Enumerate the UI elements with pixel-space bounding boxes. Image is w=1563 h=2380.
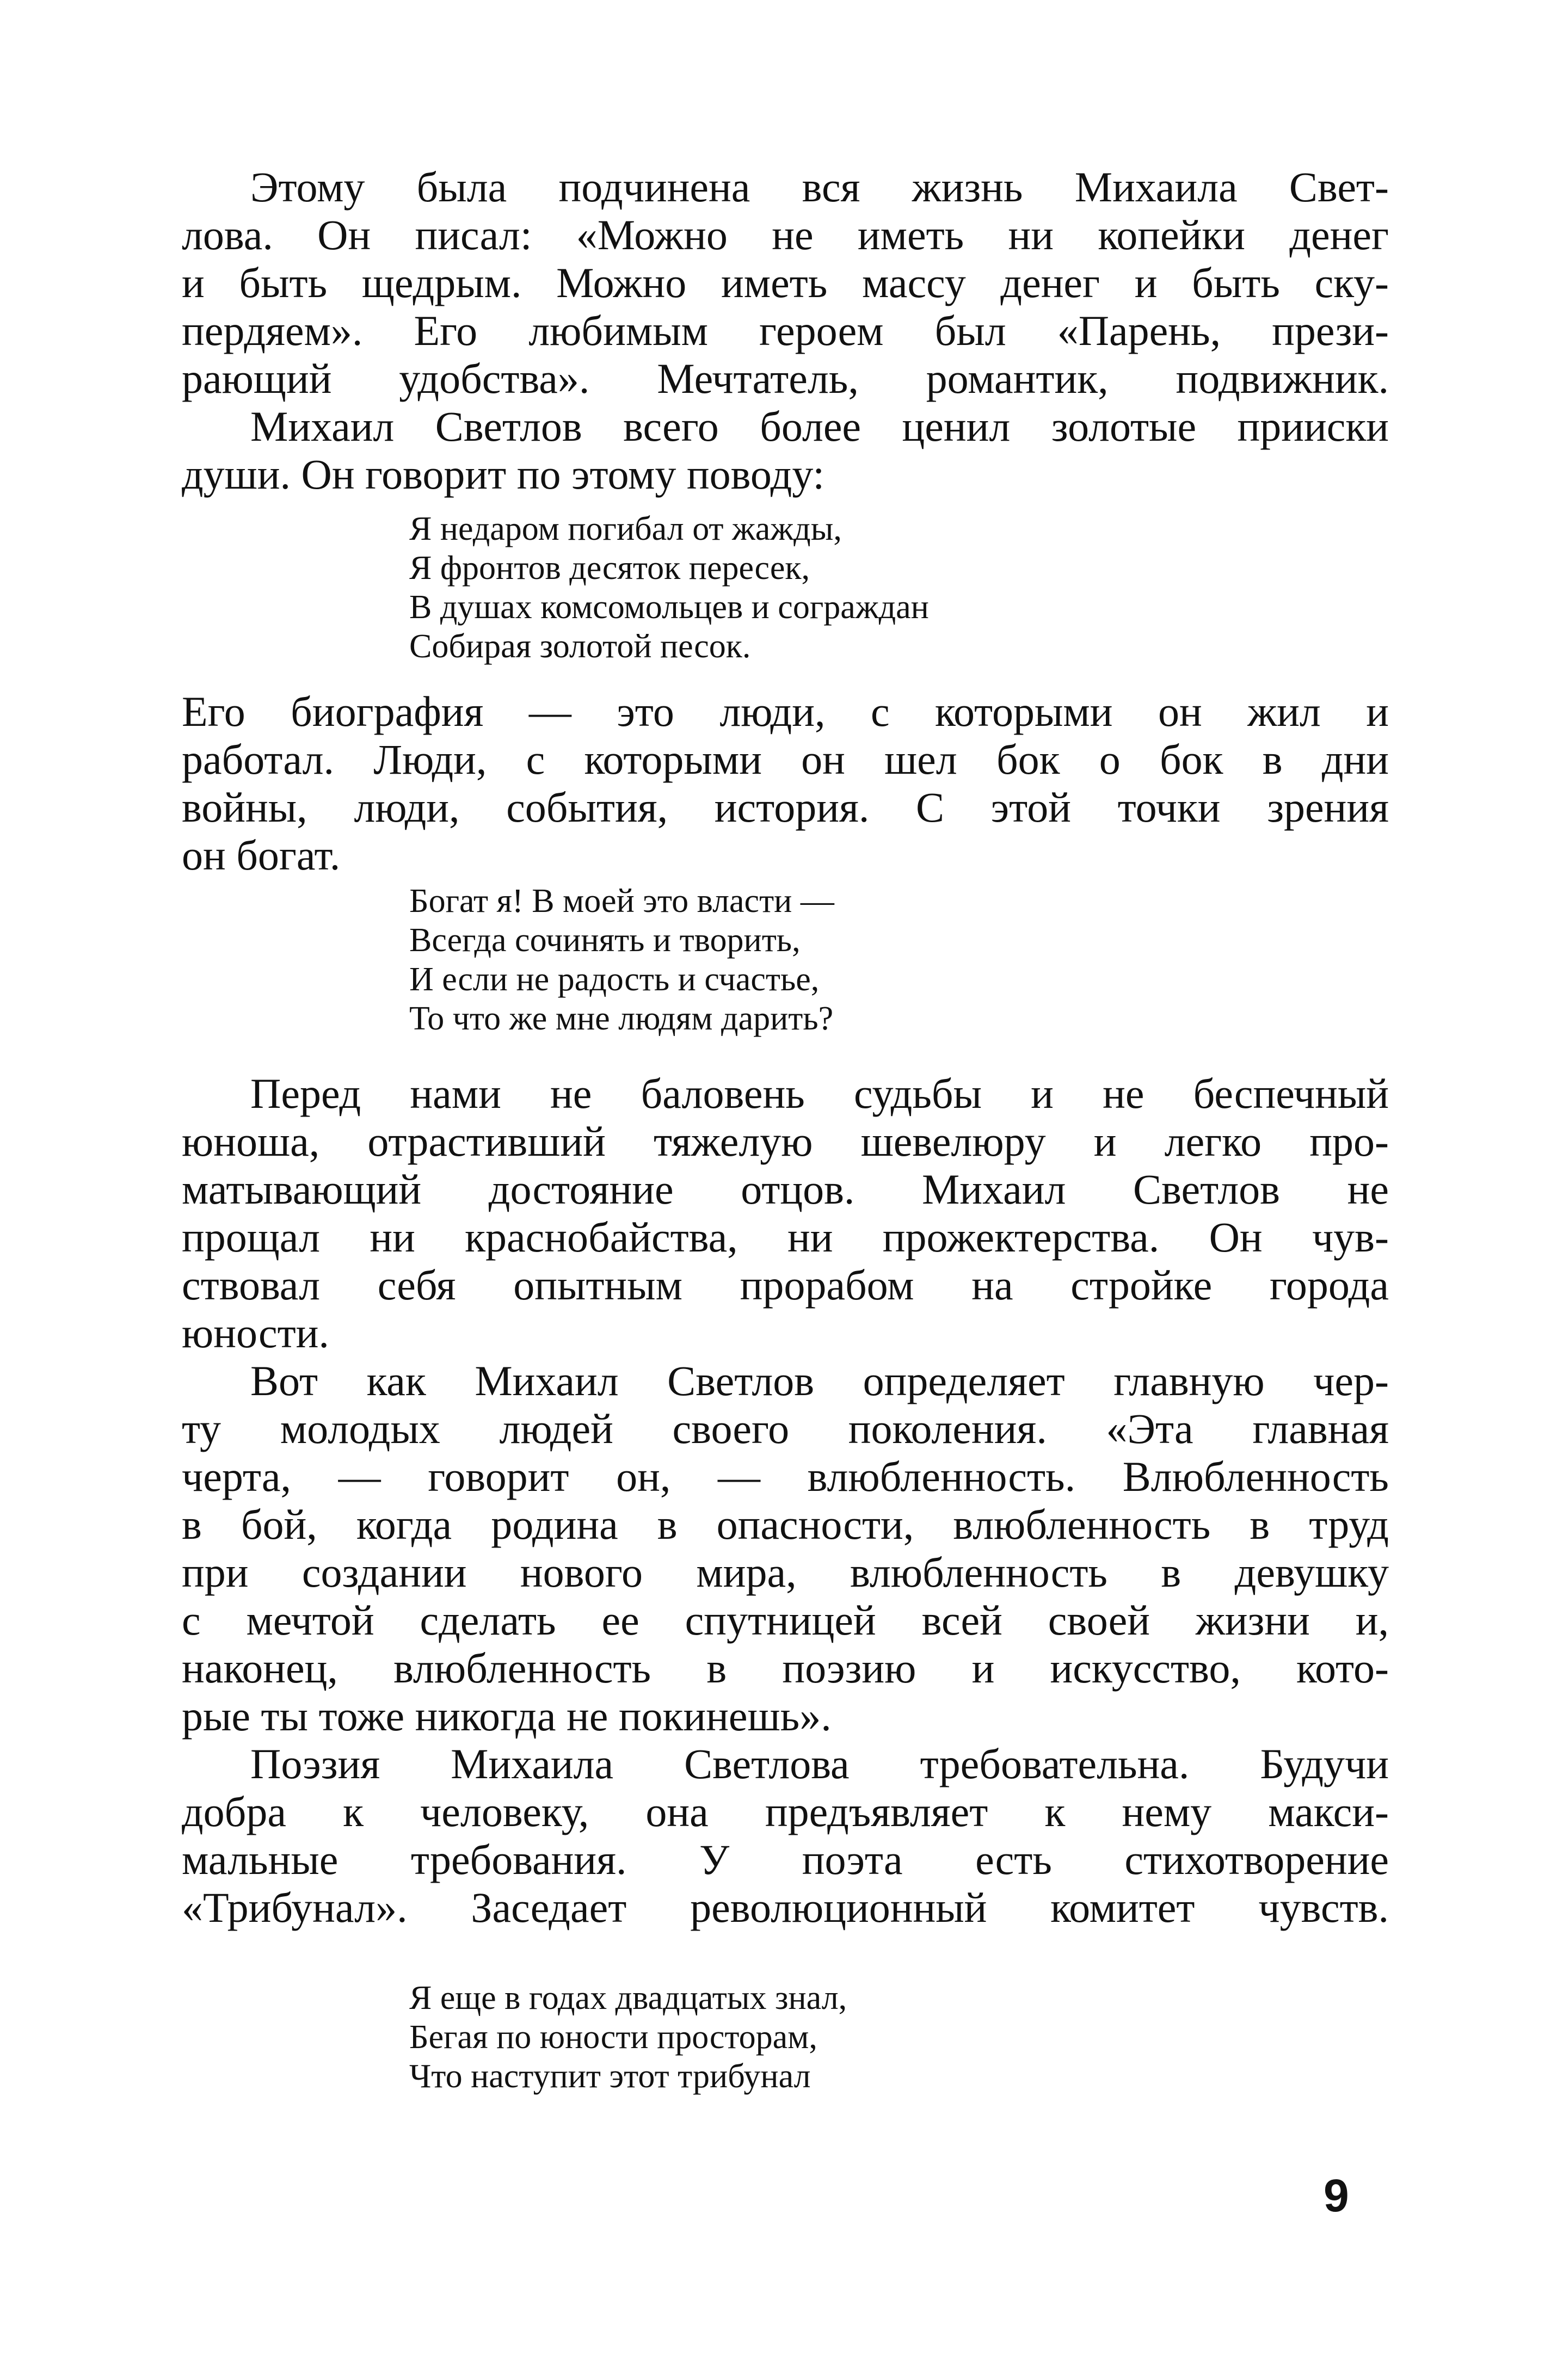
page-number: 9 — [1324, 2170, 1349, 2221]
text-line: Михаил Светлов всего более ценил золотые прииски — [250, 403, 1389, 450]
paragraph-4 — [182, 1070, 1389, 1357]
paragraph-6 — [182, 1740, 1389, 1932]
poem-1 — [409, 509, 1389, 666]
text-line: юноша, отрастивший тяжелую шевелюру и легко про- — [182, 1118, 1389, 1165]
text-line: и быть щедрым. Можно иметь массу денег и быть ску- — [182, 259, 1389, 306]
text-line: Вот как Михаил Светлов определяет главную чер- — [250, 1357, 1389, 1404]
text-line: ту молодых людей своего поколения. «Эта главная — [182, 1405, 1389, 1452]
text-line: с мечтой сделать ее спутницей всей своей жизни и, — [182, 1596, 1389, 1644]
text-line: Поэзия Михаила Светлова требовательна. Будучи — [250, 1740, 1389, 1787]
text-line: лова. Он писал: «Можно не иметь ни копейки денег — [182, 211, 1389, 258]
text-line: ствовал себя опытным прорабом на стройке города — [182, 1261, 1389, 1309]
text-line: прощал ни краснобайства, ни прожектерства. Он чув- — [182, 1213, 1389, 1261]
text-line: добра к человеку, она предъявляет к нему макси- — [182, 1788, 1389, 1835]
text-line: войны, люди, события, история. С этой точки зрения — [182, 784, 1389, 831]
text-line: при создании нового мира, влюбленность в девушку — [182, 1549, 1389, 1596]
poem-line: Собирая золотой песок. — [409, 628, 751, 665]
text-line: мальные требования. У поэта есть стихотворение — [182, 1836, 1389, 1883]
paragraph-5 — [182, 1357, 1389, 1740]
poem-line: Я недаром погибал от жажды, — [409, 510, 842, 547]
text-line: он богат. — [182, 831, 341, 879]
text-line: работал. Люди, с которыми он шел бок о бок в дни — [182, 736, 1389, 783]
poem-line: Я фронтов десяток пересек, — [409, 550, 810, 587]
poem-line: И если не радость и счастье, — [409, 961, 820, 998]
paragraph-1 — [182, 163, 1389, 403]
poem-3 — [409, 1978, 1389, 2096]
spacer — [182, 1060, 1389, 1070]
poem-line: Бегая по юности просторам, — [409, 2019, 817, 2056]
text-line: рающий удобства». Мечтатель, романтик, подвижник. — [182, 355, 1389, 402]
text-line: черта, — говорит он, — влюбленность. Влюбленность — [182, 1453, 1389, 1500]
poem-line: Что наступит этот трибунал — [409, 2058, 811, 2095]
text-line: наконец, влюбленность в поэзию и искусство, кото- — [182, 1644, 1389, 1692]
poem-line: Богат я! В моей это власти — — [409, 883, 834, 920]
text-line: Его биография — это люди, с которыми он жил и — [182, 688, 1389, 735]
poem-line: В душах комсомольцев и сограждан — [409, 589, 929, 626]
text-line: матывающий достояние отцов. Михаил Светлов не — [182, 1166, 1389, 1213]
poem-line: Всегда сочинять и творить, — [409, 922, 801, 959]
poem-line: Я еще в годах двадцатых знал, — [409, 1980, 847, 2017]
spacer — [182, 1932, 1389, 1978]
text-line: души. Он говорит по этому поводу: — [182, 451, 825, 498]
text-line: Этому была подчинена вся жизнь Михаила Свет- — [250, 163, 1389, 211]
text-line: пердяем». Его любимым героем был «Парень, прези- — [182, 307, 1389, 354]
paragraph-3 — [182, 688, 1389, 879]
text-line: рые ты тоже никогда не покинешь». — [182, 1692, 832, 1740]
poem-line: То что же мне людям дарить? — [409, 1000, 834, 1037]
text-line: Перед нами не баловень судьбы и не беспечный — [250, 1070, 1389, 1117]
poem-2 — [409, 881, 1389, 1038]
page-text — [182, 163, 1389, 2118]
paragraph-2 — [182, 403, 1389, 498]
text-line: юности. — [182, 1309, 329, 1357]
text-line: в бой, когда родина в опасности, влюбленность в труд — [182, 1501, 1389, 1548]
text-line: «Трибунал». Заседает революционный комитет чувств. — [182, 1884, 1389, 1931]
